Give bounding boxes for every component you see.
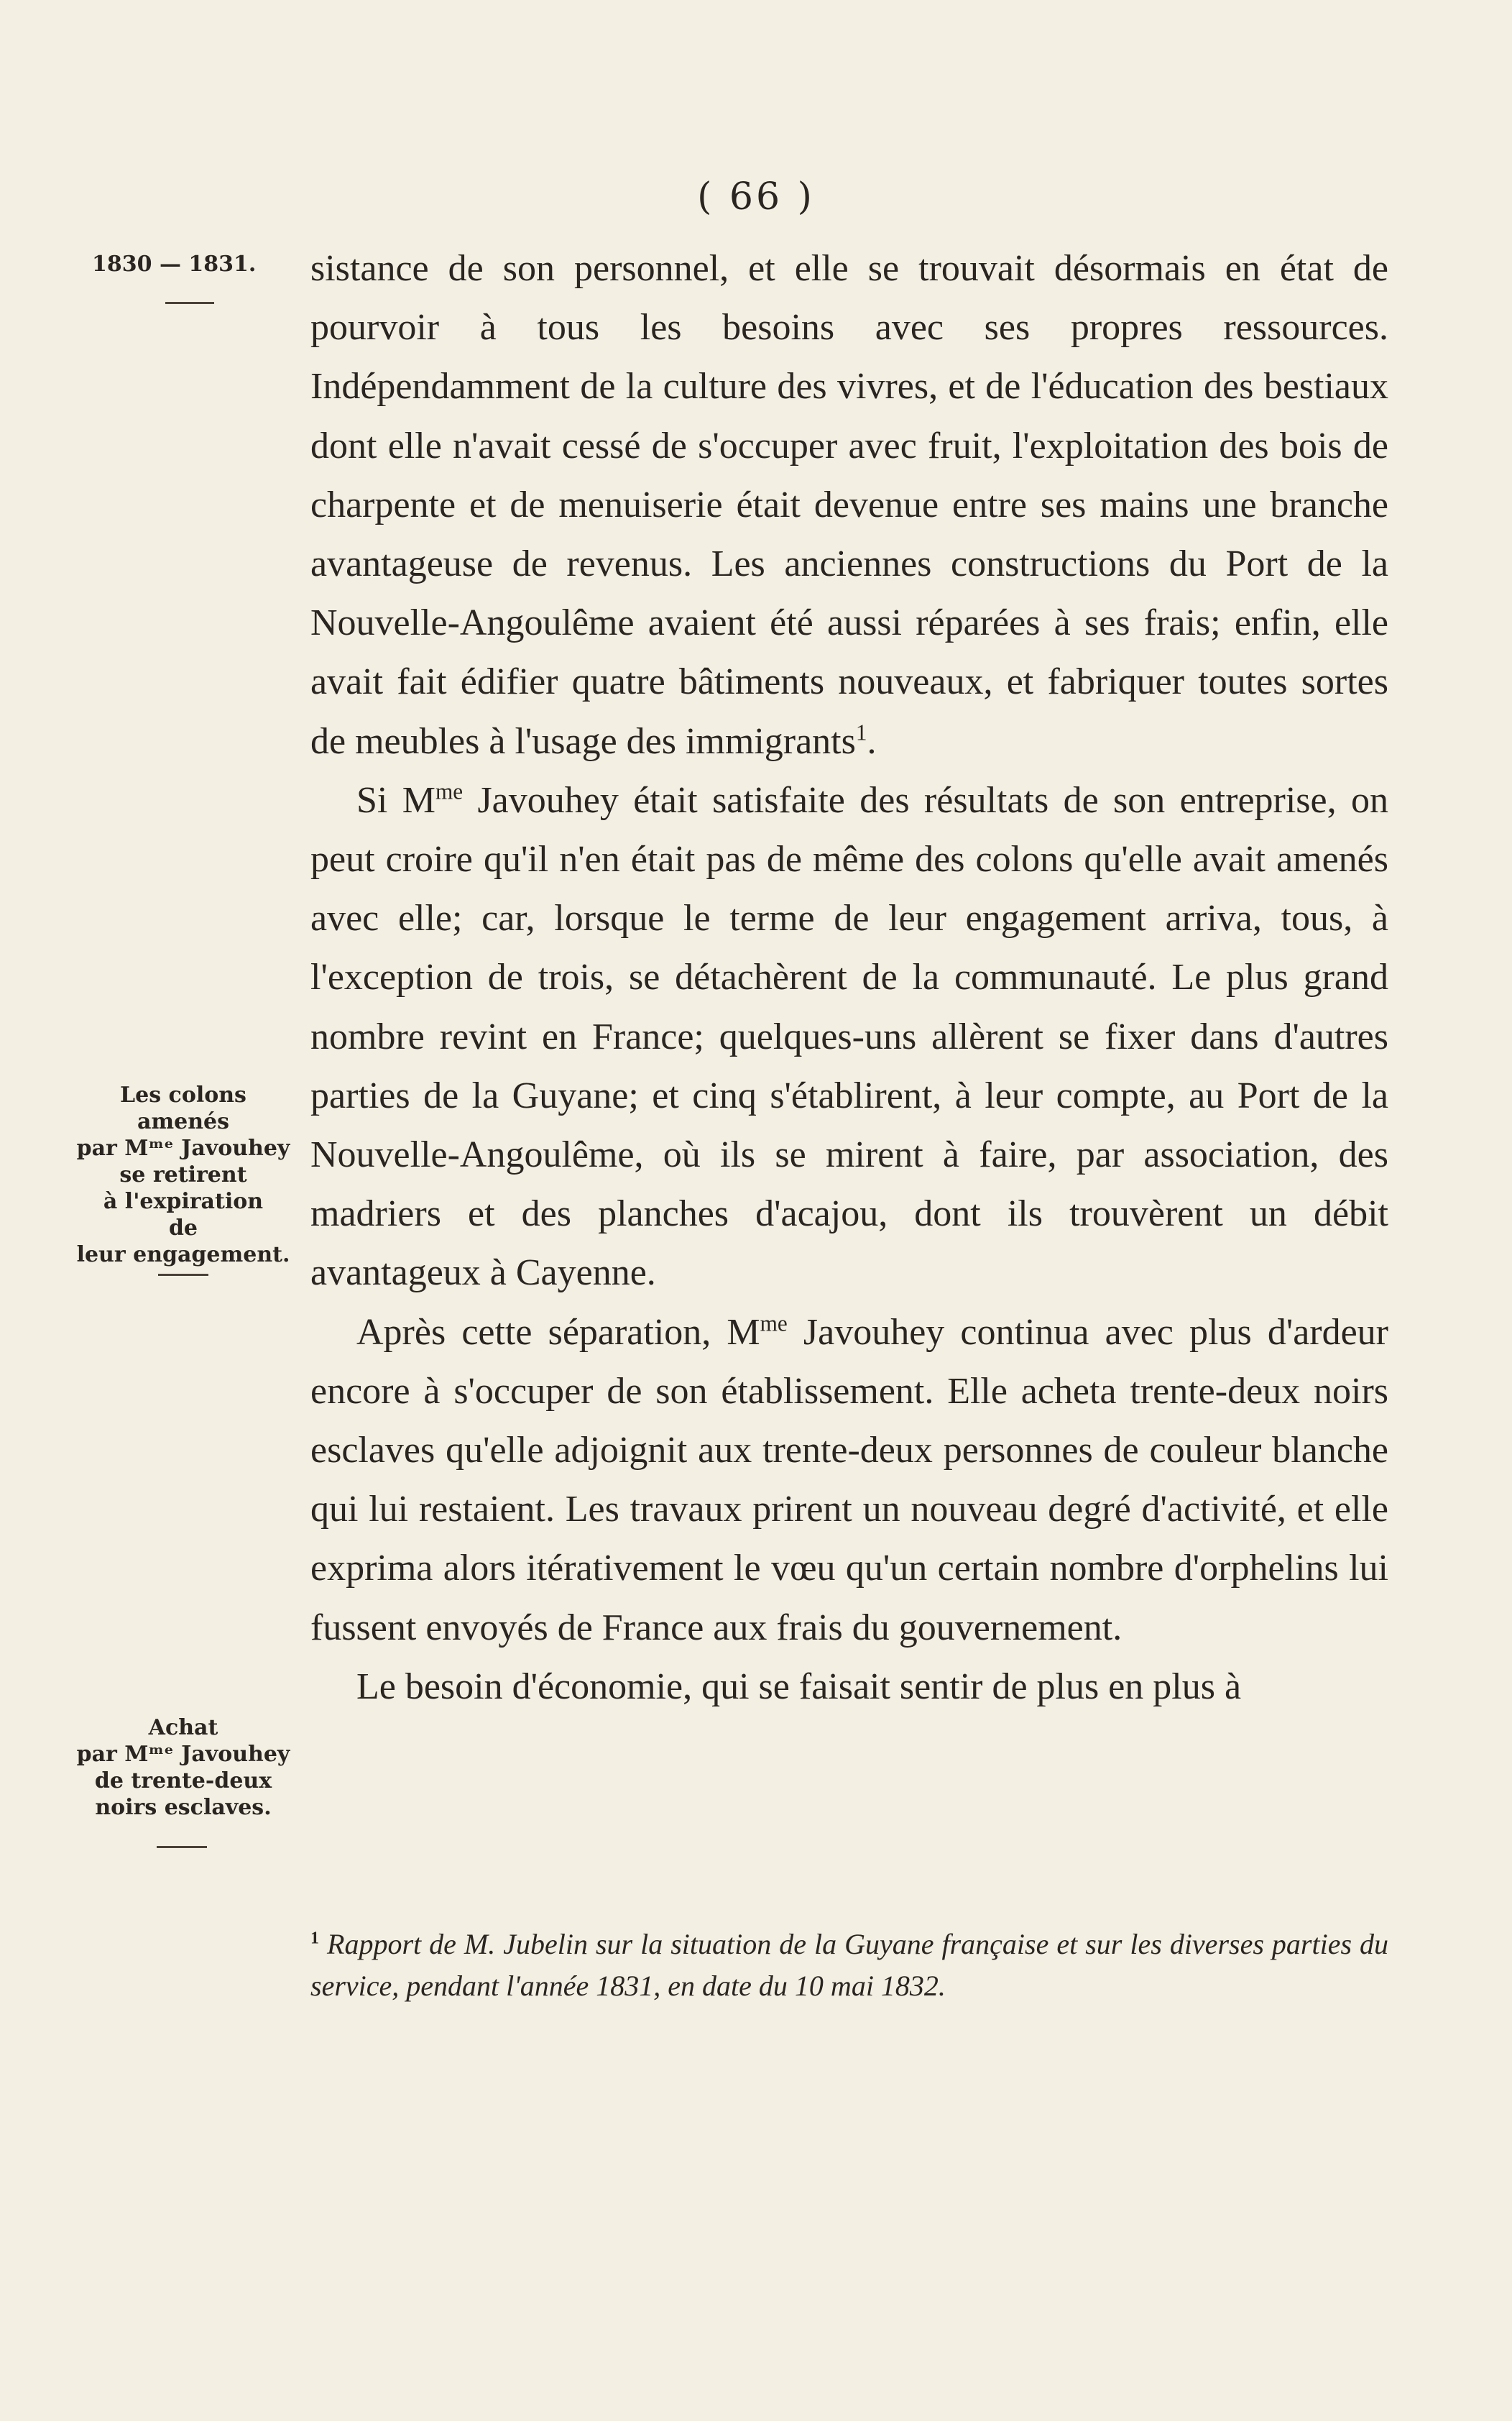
main-text (310, 239, 1388, 1717)
paragraph (310, 1303, 1388, 1658)
date-range-rule (165, 302, 214, 304)
margin-note-line: Achat (148, 1715, 218, 1740)
margin-note-line: par Mᵐᵉ Javouhey (76, 1136, 290, 1161)
paragraph-text: Javouhey continua avec plus d'ardeur encore à s'occuper de son établissement. Elle acheta trente-deux noirs esclaves qu'elle adjoignit aux trente-deux personnes de couleur blanche qui lui restaient. Les travaux prirent un nouveau degré d'activité, et elle exprima alors itérativement le vœu qu'un certain nombre d'orphelins lui fussent envoyés de France aux frais du gouvernement. (310, 1311, 1388, 1648)
footnote-mark: 1 (310, 1929, 319, 1948)
margin-note-colons (57, 1082, 309, 1268)
paragraph (310, 1658, 1388, 1717)
paragraph-lead: Si M (356, 779, 435, 821)
footnote-reference: 1 (855, 720, 867, 745)
paragraph (310, 771, 1388, 1303)
paragraph-text: Le besoin d'économie, qui se faisait sentir de plus en plus à (356, 1666, 1242, 1707)
margin-note-line: se retirent (119, 1162, 247, 1187)
footnote-text: Rapport de M. Jubelin sur la situation de la Guyane française et sur les diverses parties du service, pendant l'année 1831, en date du 10 mai 1832. (310, 1928, 1389, 2002)
title-abbreviation: me (760, 1310, 788, 1336)
paragraph-lead: Après cette séparation, M (356, 1311, 760, 1353)
paragraph-end: . (867, 720, 877, 762)
margin-note-line: noirs esclaves. (95, 1795, 272, 1820)
margin-note-line: de (168, 1216, 198, 1241)
margin-note-line: de trente-deux (94, 1768, 272, 1793)
margin-note-line: leur engagement. (76, 1242, 290, 1267)
margin-note-line: Les colons (120, 1083, 246, 1108)
title-abbreviation: me (435, 778, 464, 804)
paragraph-text: sistance de son personnel, et elle se trouvait désormais en état de pourvoir à tous les besoins avec ses propres ressources. Indépendamment de la culture des vivres, et de l'éducation des bestiaux dont elle n'avait cessé de s'occuper avec fruit, l'exploitation des bois de charpente et de menuiserie était devenue entre ses mains une branche avantageuse de revenus. Les anciennes constructions du Port de la Nouvelle-Angoulême avaient été aussi réparées à ses frais; enfin, elle avait fait édifier quatre bâtiments nouveaux, et fabriquer toutes sortes de meubles à l'usage des immigrants (310, 248, 1388, 762)
date-range: 1830 — 1831. (92, 252, 257, 277)
margin-note-line: amenés (137, 1109, 230, 1134)
margin-note-line: à l'expiration (103, 1189, 264, 1214)
page-number: ( 66 ) (697, 175, 815, 219)
margin-note-rule (158, 1274, 208, 1276)
footnote (310, 1924, 1388, 2007)
paragraph-text: Javouhey était satisfaite des résultats de son entreprise, on peut croire qu'il n'en était pas de même des colons qu'elle avait amenés avec elle; car, lorsque le terme de leur engagement arriva, tous, à l'exception de trois, se détachèrent de la communauté. Le plus grand nombre revint en France; quelques-uns allèrent se fixer dans d'autres parties de la Guyane; et cinq s'établirent, à leur compte, au Port de la Nouvelle-Angoulême, où ils se mirent à faire, par association, des madriers et des planches d'acajou, dont ils trouvèrent un débit avantageux à Cayenne. (310, 779, 1388, 1294)
margin-note-rule (157, 1846, 207, 1848)
margin-note-line: par Mᵐᵉ Javouhey (76, 1742, 290, 1767)
paragraph (310, 239, 1388, 771)
margin-note-achat (57, 1714, 309, 1821)
